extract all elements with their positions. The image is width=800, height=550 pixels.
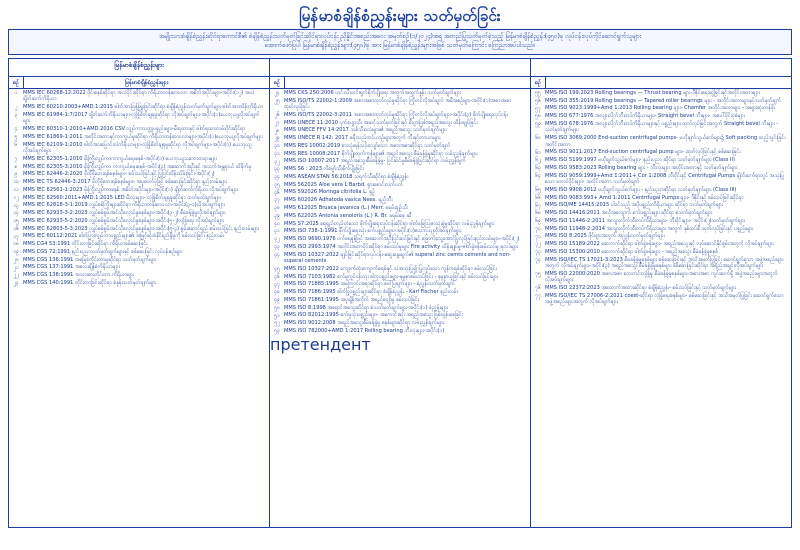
item-text: MMS CGS 140:1991 တိုင်းတာခြင်းဆိုင်ရာ စံနှုန်းသတ်မှတ်ချက်များ bbox=[23, 280, 157, 287]
list-item bbox=[270, 320, 530, 328]
list-item bbox=[9, 272, 269, 280]
notice-block bbox=[8, 29, 792, 55]
item-text: MMS 592026 Moringa citrifolia L. ရှဉ့် bbox=[284, 189, 375, 196]
item-text: MMS ISO 2993:1974 အတိုင်းအတာပိုင်းဆိုင်ရာ စမ်းသပ်မှုများ Fire activity ထိန်းချုပ်မှု-ဓါတ်ခွဲခန်းစမ်းသပ်မှု ရလဒ်များ bbox=[284, 243, 518, 250]
item-text: MMS IEC 62818-3-1:2019 လျှပ်စစ်ကြိုးများဆိုင်ရာ ကိရိယာတန်ဆာပလာ-အပိုင်း(၃-၁)လိုအပ်ချက်များ bbox=[23, 202, 225, 209]
column-3-text-label bbox=[546, 77, 791, 88]
standards-column-3 bbox=[531, 59, 791, 527]
list-item bbox=[270, 97, 530, 111]
item-text: MMS ISO 678:1976 အလျားလိုက်ဘီးတပ်ကိရိယာများနှင့် ပစ္စည်းများ ထုတ်လုပ်ခြင်းအတွက် Straight bevel ဘီးများ - သတ်မှတ်ချက်များ bbox=[545, 120, 779, 134]
column-2-text-label bbox=[285, 77, 530, 88]
item-number: ၁၆ bbox=[13, 225, 19, 232]
list-item bbox=[9, 225, 269, 233]
item-number: ၄၁ bbox=[274, 228, 280, 235]
item-text: MMS UNECE 11:2010 ငှက်ပျောသီး အဆင့်သတ်မှတ်ခြင်းနှင့် စီးပွားဖြစ်အရည်အသွေး ထိန်းချုပ်ခြင်း bbox=[284, 119, 478, 126]
list-item bbox=[270, 273, 530, 281]
item-text: MMS IEC 62933-3-2:2023 လျှပ်စစ်စွမ်းအင်သိုလှောင်မှုစနစ်များ-အပိုင်း(၃-၂) စီမံခန့်ခွဲမှုလိုအပ်ချက်များ bbox=[23, 210, 226, 217]
item-number: ၆၁ bbox=[535, 149, 541, 156]
item-text: MMS IEC 62561-1:2023 မိုးကြိုးလျှပ်ကာစနစ် အစိတ်အပိုင်းများ-အပိုင်း(၁) ချိတ်ဆက်ကိရိယာ လိုအပ်ချက်များ bbox=[23, 186, 238, 193]
item-text: MMS ISO 738-1:1991 စိုက်ပျိုးရေးသုံး စက်ပစ္စည်းများ-အပိုင်း(၁)ယေဘုယျလိုအပ်ချက်များ bbox=[284, 228, 462, 235]
list-item bbox=[270, 142, 530, 150]
list-item bbox=[270, 135, 530, 143]
item-text: MMS ISO 71885:1995 အကြောင်းအရာဆိုင်ရာ ဖေါ်ပြချက်များ - စံညွှန်းသတ်မှတ်ချက် bbox=[284, 281, 455, 288]
list-item bbox=[270, 197, 530, 205]
item-text: MMS IEC 60310-1:2010+AMD.2016 CSV လျှပ်ကာသတ္တုပစ္စည်းများ-မီးရထားနှင့် ဓါတ်ရထားလမ်းပိုင်းဆိုင်ရာ bbox=[23, 126, 246, 133]
list-item bbox=[531, 233, 791, 241]
item-number: ၄ bbox=[14, 126, 18, 133]
item-number: ၁၂ bbox=[13, 194, 19, 201]
item-number: ၆၄ bbox=[535, 172, 541, 179]
item-text: MMS ISO/IEC TS 17021-3:2023 စီမံခန့်ခွဲမှုစနစ်များ စစ်ဆေးခြင်းနှင့် အသိအမှတ်ပြုခြင်း ဆောင်ရွက်သော အဖွဲ့အစည်းများအတွက် လိုအပ်ချက်များ-အပိုင်း(၃) အရည်အသွေး စီမံခန့်ခွဲမှုစနစ်များ စစ်ဆေးခြင်းဆိုင်ရာ အရည်အချင်းလိုအပ်ချက်များ bbox=[545, 256, 784, 270]
notice-line-1: အမျိုးသားစံချိန်စံညွှန်းဆိုင်ရာကောင်စီ၏ စံချိန်စံညွှန်းသတ်မှတ်ခြင်းဆိုင်ရာလုပ်ငန်း ညှိနှိုင်းအစည်းအဝေး အမှတ်စဉ်(၁/၂၀၂၄)အရ အတည်ပြုသတ်မှတ်ခဲ့သည့် မြန်မာစံချိန်စံညွှန်း(၄၅၀)ခု လုပ်ငန်းလုပ်ကိုင်ဆောင်ရွက်သူများ bbox=[158, 33, 642, 41]
list-item bbox=[531, 210, 791, 218]
item-number: ၂၀ bbox=[13, 256, 19, 263]
item-number: ၅၆ bbox=[535, 97, 541, 104]
item-number: ၆၃ bbox=[535, 165, 541, 172]
item-number: ၄၆ bbox=[274, 273, 280, 280]
list-item bbox=[9, 241, 269, 249]
item-text: MMS ISO 9023:1999+Amd 1:2013 Rolling bearing များ- Chamfer အတိုင်းအတာများ - အများဆုံးတန်ဖိုး bbox=[545, 105, 776, 112]
list-item bbox=[270, 228, 530, 236]
item-number: ၂ bbox=[14, 104, 18, 111]
list-item bbox=[531, 285, 791, 293]
item-number: ၅၁ bbox=[274, 312, 280, 319]
list-item bbox=[270, 181, 530, 189]
item-text: MMS ISO 677:1976 အလျားလိုက်ဘီးတပ်ကိရိယာများ- Straight bevel ဘီးများ- အပေါ်ပိုင်းပုံစံများ bbox=[545, 113, 745, 120]
list-item bbox=[9, 256, 269, 264]
standards-column-2 bbox=[270, 59, 531, 527]
item-text: MMS ISO 15189:2022 ဆေးဘက်ဆိုင်ရာ ဓါတ်ခွဲခန်းများ- အရည်အသွေးနှင့် လုပ်ဆောင်နိုင်စွမ်းအတွက် လိုအပ်ချက်များ bbox=[545, 241, 774, 248]
item-text: MMS ISO 10327:2022 ချုပ်ခြင်းဆိုင်ရာလုပ်ငန်း-ဆွေးနွေးချက်၏ superal zinc cemts cements and non-superal cements bbox=[284, 251, 511, 265]
item-text: MMS IEC 62305-3:2010 မိုးကြိုးလျှပ်ကာ ကာကွယ်ရေးစနစ်-အပိုင်း(၃) အဆောက်အဦးနှင့် အသက်အန္တရာယ် ထိခိုက်မှု bbox=[23, 163, 252, 170]
item-number: ၄၅ bbox=[274, 265, 280, 272]
item-text: MMS 622025 Antonia senoloris (L.) R. Br. ခရမ်းစေ့ ဆီ bbox=[284, 212, 412, 219]
list-item bbox=[9, 233, 269, 241]
item-number: ၄၃ bbox=[274, 244, 280, 250]
column-3-items bbox=[531, 89, 791, 306]
list-item bbox=[270, 173, 530, 181]
list-item bbox=[9, 155, 269, 163]
list-item bbox=[9, 248, 269, 256]
item-number: ၂၆ bbox=[274, 111, 280, 118]
item-number: ၃၇ bbox=[274, 197, 280, 204]
list-item bbox=[270, 265, 530, 273]
list-item bbox=[531, 156, 791, 164]
list-item bbox=[531, 149, 791, 157]
column-2-header bbox=[270, 59, 530, 77]
list-item bbox=[270, 243, 530, 251]
item-number: ၆၉ bbox=[535, 218, 541, 225]
item-text: MMS 562025 Aloe vera L Barbd. ရှားစောင်းလက်ပတ် bbox=[284, 181, 404, 188]
item-number: ၂၉ bbox=[274, 135, 280, 142]
list-item bbox=[9, 178, 269, 186]
item-text: MMS CG4 53:1991 တိုင်းတာခြင်းဆိုင်ရာ ကိရိယာစစ်ဆေးခြင်း bbox=[23, 241, 148, 248]
item-text: MMS ISO 199:2023 Rolling bearings — Thrust bearing များ-ဒီဇိုင်းရေးဆွဲခြင်းနှင့်အတိုင်းအတာများ bbox=[545, 89, 760, 96]
item-text: MMS CGS 137:1991 အလေးချိန်စံကိရိယာများ bbox=[23, 264, 120, 271]
item-number: ၅၅ bbox=[535, 90, 541, 96]
item-number: ၇၄ bbox=[535, 256, 541, 263]
item-number: ၂၄ bbox=[274, 90, 280, 96]
item-number: ၃၂ bbox=[274, 158, 280, 165]
list-item bbox=[270, 235, 530, 243]
item-text: MMS ISO 8:1998 အရောင်အသွေးဆိုင်ရာ စံသတ်မှတ်ချက်များ-အပိုင်း(၁) စံညွှန်းများ bbox=[284, 304, 448, 311]
item-text: MMS 612025 Bruaca javanica (L.) Merr. ခရမ်းချဉ်သီး bbox=[284, 204, 409, 211]
list-item bbox=[531, 270, 791, 284]
item-number: ၁၁ bbox=[13, 187, 19, 194]
item-number: ၃၀ bbox=[274, 143, 280, 150]
item-number: ၉ bbox=[14, 171, 18, 178]
item-number: ၁၄ bbox=[13, 210, 19, 217]
item-text: MMS ISO 15300:2010 ဆေးဘက်ဆိုင်ရာ ဓါတ်ခွဲခန်းများ - အရည်အသွေး စီမံခန့်ခွဲမှုစနစ် bbox=[545, 248, 719, 255]
item-text: MMS ISO 10007:2017 အရည်အသွေးစီမံခန့်ခွဲမှု- ပြင်ဆင်မှုစီမံခန့်ခွဲခြင်းဆိုင်ရာ လမ်းညွှန်ချက် bbox=[284, 158, 466, 165]
item-number: ၂၅ bbox=[274, 97, 280, 104]
item-text: MMS ISO 3069:2000 End-suction centrifugal pumps- ဗဟိုချက်သွယ်စက်များ၌ Soft packing ထည့်သွင်းခြင်း အတိုင်းအတာ bbox=[545, 135, 786, 148]
column-1-subheader bbox=[9, 77, 269, 89]
list-item bbox=[270, 158, 530, 166]
item-text: MMS ISO 22372:2023 အထောက်အထားဆိုင်ရာ စံချိန်စံညွှန်း- စမ်းသပ်ခြင်းနှင့် သတ်မှတ်ချက်များ bbox=[545, 285, 737, 292]
notice-line-2: အောက်ဖော်ပြပါ မြန်မာစံချိန်စံညွှန်းများ(၄၅၀)ခု အား မြန်မာစံချိန်စံညွှန်းများအဖြစ် သတ်မှတ်ကြောင်း ကြေညာအပ်ပါသည်။ bbox=[264, 42, 536, 50]
item-text: MMS ISO 782000+AMD 1:2017 Rolling bearing ဘီးလုံးများ-အပိုင်း(၁) bbox=[284, 327, 445, 334]
item-number: ၃၈ bbox=[274, 205, 280, 212]
list-item bbox=[270, 220, 530, 228]
list-item bbox=[270, 312, 530, 320]
column-1-header: မြန်မာစံချိန်စံညွှန်းများ bbox=[9, 59, 269, 77]
list-item bbox=[270, 327, 530, 335]
list-item bbox=[531, 292, 791, 306]
list-item bbox=[9, 279, 269, 287]
list-item bbox=[270, 212, 530, 220]
item-number: ၇၅ bbox=[535, 271, 541, 278]
item-number: ၂၈ bbox=[274, 127, 280, 134]
item-text: MMS RES 10008:2017 စိုက်ပျိုးထုတ်ကုန်များ၏ အရည်အသွေး စီမံခန့်ခွဲမှုဆိုင်ရာ လမ်းညွှန်ချက်များ bbox=[284, 150, 478, 157]
item-text: MMS CKS 250:2006 ဟင်းသီးဟင်းရွက်စိုက်ပျိုးရေး အတွက်အထွက်နှုန်း သတ်မှတ်ချက်များ bbox=[284, 89, 461, 96]
list-item bbox=[9, 210, 269, 218]
list-item bbox=[270, 204, 530, 212]
item-text: MMS ISO 9690:1976 ဝက်ရေမှုန့်ဖြင့် အဆောက်အဦးပြင်ဆင်ခြင်းနှင့် ခြောက်သွေ့အောင်ပြုလုပ်ခြင်းနည်းလမ်းများ-အပိုင်း(၂) bbox=[284, 236, 520, 243]
item-text: MMS ISO 7103:1982 စက်မှုလုပ်ငန်းသုံး ဓါတုပစ္စည်းများ-နမူနာစမ်းသပ်ခြင်း - နမူနာယူခြင်းနှင့် စမ်းသပ်ခြင်းများ bbox=[284, 273, 499, 280]
list-item bbox=[9, 171, 269, 179]
list-item bbox=[270, 251, 530, 265]
item-text: MMS ISO 10327:2022 ကျောက်တုံးကျောက်စရစ်နှင့် သဲအသုံးပြု၍ ပြုလုပ်သော ကွန်ကရစ်ဆိုင်ရာ စမ်းသပ်ခြင်း bbox=[284, 265, 497, 272]
item-text: MMS ISO 7186:1995 ဓါတ်ပြုပစ္စည်းများဆိုင်ရာ စံချိန်စံညွှန်း - Karl Fischer နည်းလမ်း bbox=[284, 289, 459, 296]
item-text: MMS IEC 62446-2:2020 ဖိုတိုဗို့တေးရစ်စနစ်များ- စမ်းသပ်ခြင်းနှင့် ပြုပြင်ထိန်းသိမ်းခြင်း-အပိုင်း(၂) bbox=[23, 171, 215, 178]
item-number: ၅၈ bbox=[535, 113, 541, 120]
list-item bbox=[531, 241, 791, 249]
list-item bbox=[531, 202, 791, 210]
item-text: MMS CGS 136:1991 အခြေခံတိုင်းတာမှုဆိုင်ရာ သတ်မှတ်ချက်များ bbox=[23, 256, 157, 263]
item-text: MMS ISO 8:2025 ဖိုင်များအတွက် အညွှန်းသတ်မှတ်ချက်များ bbox=[545, 233, 665, 240]
page-title: မြန်မာစံချိန်စံညွှန်းများ သတ်မှတ်ခြင်း bbox=[299, 7, 501, 25]
item-text: MMS CGS 72:1991 နည်းပညာသတ်မှတ်ချက်များနှင့် စစ်ဆေးခြင်း လုပ်ငန်းစဉ်များ bbox=[23, 248, 183, 255]
item-text: MMS ISO 22000:2020 အစားအစာ ဘေးကင်းလုံခြုံမှု စီမံခန့်ခွဲမှုစနစ်များ-အစားအစာ ကွင်းဆက်ရှိ အဖွဲ့အစည်းများအတွက် လိုအပ်ချက်များ bbox=[545, 270, 778, 284]
column-3-header bbox=[531, 59, 791, 77]
column-1-items bbox=[9, 89, 269, 287]
item-number: ၂၂ bbox=[13, 272, 19, 279]
item-number: ၆၇ bbox=[535, 202, 541, 209]
item-number: ၃၃ bbox=[274, 166, 280, 173]
list-item bbox=[270, 189, 530, 197]
item-text: MMS IEC 60210:2003+AMD.1:2015 ဓါတ်အားဖြန့်ဖြူးခြင်းဆိုင်ရာ စံချိန်စံညွှန်းသတ်မှတ်ချက်များ-ဓါတ်အားထိန်းကိရိယာ bbox=[23, 104, 264, 111]
list-item bbox=[531, 256, 791, 270]
item-number: ၁၉ bbox=[13, 249, 19, 256]
list-item bbox=[531, 89, 791, 97]
item-text: MMS ISO 82012:1995 စက်မှုသုံးပစ္စည်းများ- အကောင်းဆုံး အရည်အသွေး ဖြစ်ထွန်းစေခြင်း bbox=[284, 312, 464, 319]
item-text: MMS IEC 62933-5-2:2020 လျှပ်စစ်စွမ်းအင်သိုလှောင်မှုစနစ်များ-အပိုင်း(၅-၂)လုံခြုံရေး လိုအပ်ချက်များ bbox=[23, 217, 224, 224]
item-number: ၅၉ bbox=[535, 121, 541, 128]
list-item bbox=[270, 111, 530, 119]
item-text: MMS IEC 61869-1:2011 အတိုင်းအတာနှင့်ကာကွယ်မှုဆိုင်ရာ ကိရိယာတန်ဆာပလာများ-အပိုင်း(၁)ယေဘုယျလိုအပ်ချက်များ bbox=[23, 133, 263, 140]
column-2-items: ၂၄ MMS CKS 250:2006 ဟင်းသီးဟင်းရွက်စိုက်ပျိုးရေး အတွက်အထွက်နှုန်း သတ်မှတ်ချက်များ ၂၅ MMS ISO/TS 22002-1:2009 အစားအစာထုတ်လုပ်မှုဆိုင်ရာ ကြိုတင်လိုအပ်ချက် အစီအစဉ်များ-အပိုင်း(၁)အစားအစာထုတ်လုပ်ခြင်း ၂၆ MMS ISO/TS 22002-3:2011 အစားအစာထုတ်လုပ်မှုဆိုင်ရာ ကြိုတင်လိုအပ်ချက်များ-အပိုင်း(၃) စိုက်ပျိုးရေးလုပ်ငန်း ၂၇ MMS UNECE 11:2010 ငှက်ပျောသီး အဆင့်သတ်မှတ်ခြင်းနှင့် စီးပွားဖြစ်အရည်အသွေး ထိန်းချုပ်ခြင်း ၂၈ MMS UNECE FFV 14:2017 သစ်သီးဝလံများ၏ အရည်အသွေး သတ်မှတ်ချက်များ ၂၉ MMS UNECE R 142: 2017 ခရီးသည်တင်ယာဉ်များအတွက် ဘီးနှင့်တာယာများ ၃၀ MMS RES 10002:2019 စားသုံးရန်သင့်လျော်သော အစားအစာဆိုင်ရာ သတ်မှတ်ချက် ၃၁ MMS RES 10008:2017 စိုက်ပျိုးထုတ်ကုန်များ၏ အရည်အသွေး စီမံခန့်ခွဲမှုဆိုင်ရာ လမ်းညွှန်ချက်များ ၃၂ MMS ISO 10007:2017 အရည်အသွေးစီမံခန့်ခွဲမှု- ပြင်ဆင်မှုစီမံခန့်ခွဲခြင်းဆိုင်ရာ လမ်းညွှန်ချက် ၃၃ MMS S6 : 2023 လိမ္မော်သီးစိုက်ပျိုးခြင်း ၃၄ MMS ASEAN STAN 56:2018 သရက်သီးဆိုင်ရာ စံချိန်စံညွှန်း ၃၅ MMS 562025 Aloe vera L Barbd. ရှားစောင်းလက်ပတ် ၃၆ MMS 592026 Moringa citrifolia L. ရှဉ့် ၃၇ MMS 602026 Adhatoda vasica Nees. မှည့်ဘီး ၃၈ MMS 612025 Bruaca javanica (L.) Merr. ခရမ်းချဉ်သီး ၃၉ MMS 622025 Antonia senoloris (L.) R. Br. ခရမ်းစေ့ ဆီ ၄၀ MMS S7:2025 ရေရှည်တည်တံ့သော စိုက်ပျိုးရေးလုပ်ငန်းဆိုင်ရာ ဓါတ်မြေသြဇာသုံးစွဲမှုဆိုင်ရာ လမ်းညွှန်ချက်များ ၄၁ MMS ISO 738-1:1991 စိုက်ပျိုးရေးသုံး စက်ပစ္စည်းများ-အပိုင်း(၁)ယေဘုယျလိုအပ်ချက်များ ၄၂ MMS ISO 9690:1976 ဝက်ရေမှုန့်ဖြင့် အဆောက်အဦးပြင်ဆင်ခြင်းနှင့် ခြောက်သွေ့အောင်ပြုလုပ်ခြင်းနည်းလမ်းများ-အပိုင်း(၂) ၄၃ MMS ISO 2993:1974 အတိုင်းအတာပိုင်းဆိုင်ရာ စမ်းသပ်မှုများ Fire activity ထိန်းချုပ်မှု-ဓါတ်ခွဲခန်းစမ်းသပ်မှု ရလဒ်များ ၄၄ MMS ISO 10327:2022 ချုပ်ခြင်းဆိုင်ရာလုပ်ငန်း-ဆွေးနွေးချက်၏ superal zinc cemts cements and non-superal cements ၄၅ MMS ISO 10327:2022 ကျောက်တုံးကျောက်စရစ်နှင့် သဲအသုံးပြု၍ ပြုလုပ်သော ကွန်ကရစ်ဆိုင်ရာ စမ်းသပ်ခြင်း ၄၆ MMS ISO 7103:1982 စက်မှုလုပ်ငန်းသုံး ဓါတုပစ္စည်းများ-နမူနာစမ်းသပ်ခြင်း - နမူနာယူခြင်းနှင့် စမ်းသပ်ခြင်းများ ၄၇ MMS ISO 71885:1995 အကြောင်းအရာဆိုင်ရာ ဖေါ်ပြချက်များ - စံညွှန်းသတ်မှတ်ချက် ၄၈ MMS ISO 7186:1995 ဓါတ်ပြုပစ္စည်းများဆိုင်ရာ စံချိန်စံညွှန်း - Karl Fischer နည်းလမ်း ၄၉ MMS ISO 71861:1995 အပူချိန်အလိုက် အရည်ပျော်မှု စမ်းသပ်ခြင်း ၅၀ MMS ISO 8:1998 အရောင်အသွေးဆိုင်ရာ စံသတ်မှတ်ချက်များ-အပိုင်း(၁) စံညွှန်းများ ၅၁ MMS ISO 82012:1995 စက်မှုသုံးပစ္စည်းများ- အကောင်းဆုံး အရည်အသွေး ဖြစ်ထွန်းစေခြင်း ၅၂ MMS ISO 9012:2008 အရည်အသွေးစီမံခန့်ခွဲမှု စနစ်များဆိုင်ရာ လမ်းညွှန်ချက်များ ၅၃ MMS ISO 782000+AMD 1:2017 Rolling bearing ဘီးလုံးများ-အပိုင်း(၁) претендент bbox=[270, 89, 530, 354]
item-text: MMS ISO 11446-2:2011 အလျားလိုက်ဘီးတပ်ကိရိယာများ- ဘီးဝိုင်းများ- အပိုင်း(၂)သတ်မှတ်ချက်များ bbox=[545, 217, 745, 224]
item-number: ၇၀ bbox=[535, 225, 541, 232]
item-number: ၁၃ bbox=[13, 202, 19, 209]
item-number: ၅၂ bbox=[274, 320, 280, 327]
item-number: ၆၂ bbox=[535, 157, 541, 164]
column-2-num-label: စဉ် bbox=[270, 77, 285, 88]
item-number: ၅၀ bbox=[274, 304, 280, 311]
standards-column-1 bbox=[9, 59, 270, 527]
item-text: MMS IEC 62109-1:2010 ဓါတ်အားပြောင်းလဲကိရိယာများ-လုံခြုံစိတ်ချရမှုဆိုင်ရာ လိုအပ်ချက်များ-အပိုင်း(၁) ယေဘုယျလိုအပ်ချက်များ bbox=[23, 141, 252, 155]
list-item bbox=[531, 194, 791, 202]
item-text: MMS ISO 9012:2008 အရည်အသွေးစီမံခန့်ခွဲမှု စနစ်များဆိုင်ရာ လမ်းညွှန်ချက်များ bbox=[284, 320, 445, 327]
item-number: ၃၆ bbox=[274, 189, 280, 196]
list-item bbox=[531, 105, 791, 113]
item-text: MMS ISO 9059:1999+Amd 1:2011+ Cor 1:2008 ဘီးဝိုင်းနှင့် Centrifugal Pumps ချိတ်ဆက်ရာတွင် အသုံးပြုသော ဘောင်ပိုင်းများ- အတိုင်းအတာ သတ်မှတ်ချက် bbox=[545, 172, 785, 186]
item-text: MMS IEC 62305-1:2010 မိုးကြိုးလျှပ်ကာကာကွယ်ရေးစနစ်-အပိုင်း(၁) ယေဘုယျသဘောတရားများ bbox=[23, 155, 217, 162]
item-text: MMS IEC 61984-1:7/2017 ချိတ်ဆက်ကိရိယာများ-လုံခြုံစိတ်ချရမှုဆိုင်ရာ လိုအပ်ချက်များ-အပိုင်း(၁)ယေဘုယျလိုအပ်ချက်များ bbox=[23, 111, 260, 125]
item-number: ၇၂ bbox=[535, 241, 541, 248]
list-item bbox=[9, 133, 269, 141]
item-number: ၃ bbox=[14, 111, 18, 118]
item-text: MMS ISO 9583:2023 Rolling bearing များ - ဘီးလုံးများ အတိုင်းအတာနှင့် သတ်မှတ်ချက်များ bbox=[545, 164, 738, 171]
item-number: ၁၈ bbox=[13, 241, 19, 248]
item-number: ၈ bbox=[14, 163, 18, 170]
item-text: MMS CGS 138:1991 အသားစားတိုင်းတာ ကိရိယာများ bbox=[23, 272, 135, 279]
list-item bbox=[9, 125, 269, 133]
item-number: ၆၀ bbox=[535, 135, 541, 142]
item-number: ၄၂ bbox=[274, 236, 280, 243]
list-item bbox=[9, 111, 269, 125]
item-number: ၆၆ bbox=[535, 194, 541, 201]
item-number: ၁၀ bbox=[13, 179, 19, 186]
item-number: ၁၇ bbox=[13, 233, 19, 240]
column-1-num-label: စဉ် bbox=[9, 77, 24, 88]
item-number: ၂၃ bbox=[13, 280, 19, 287]
item-number: ၁ bbox=[14, 90, 18, 96]
item-number: ၃၁ bbox=[274, 150, 280, 157]
list-item bbox=[9, 202, 269, 210]
item-number: ၆၅ bbox=[535, 187, 541, 194]
standards-table bbox=[8, 58, 792, 528]
item-text: MMS ISO 9908:2012 ဗဟိုချက်သွယ်စက်များ - နည်းပညာဆိုင်ရာ သတ်မှတ်ချက်များ (Class III) bbox=[545, 186, 737, 193]
item-number: ၇၇ bbox=[535, 293, 541, 300]
item-number: ၂၇ bbox=[274, 119, 280, 126]
list-item bbox=[531, 186, 791, 194]
item-number: ၅၃ bbox=[274, 328, 280, 335]
list-item bbox=[270, 289, 530, 297]
item-number: ၂၁ bbox=[13, 264, 19, 271]
item-number: ၃၄ bbox=[274, 174, 280, 181]
item-number: ၄၀ bbox=[274, 220, 280, 227]
item-text: MMS 602026 Adhatoda vasica Nees. မှည့်ဘီး bbox=[284, 197, 393, 204]
item-text: MMS IEC 60112:2021 ဓါတ်ပြားလျှပ်ကာပစ္စည်းများ၏ အမြင့်ဆုံးခံနိုင်ရည်ရှိမှုကို စမ်းသပ်ခြင်း နည်းလမ်း bbox=[23, 233, 225, 240]
item-text: MMS ISO/ME 14415:2015 ပါဝင်သည့် အပိုပစ္စည်းကိရိယာများ ဆိုင်ရာ သတ်မှတ်ချက်များ bbox=[545, 202, 723, 209]
item-number: ၇ bbox=[14, 155, 18, 162]
item-number: ၇၃ bbox=[535, 249, 541, 256]
item-text: MMS ISO 14416:2011 အလိုအလျောက် စက်ပစ္စည်းများ ဆိုင်ရာ စံသတ်မှတ်ချက်များ bbox=[545, 210, 713, 217]
item-number: ၃၉ bbox=[274, 212, 280, 219]
list-item bbox=[531, 164, 791, 172]
list-item bbox=[9, 89, 269, 103]
item-text: MMS UNECE FFV 14:2017 သစ်သီးဝလံများ၏ အရည်အသွေး သတ်မှတ်ချက်များ bbox=[284, 127, 447, 134]
column-3-num-label: စဉ် bbox=[531, 77, 546, 88]
item-number: ၅၇ bbox=[535, 105, 541, 112]
item-text: MMS ISO 5199:1997 ဗဟိုချက်သွယ်စက်များ- နည်းပညာ ဆိုင်ရာ သတ်မှတ်ချက်များ (Class II) bbox=[545, 157, 736, 164]
item-text: MMS ISO 9011:2017 End-suction centrifugal pump များ- ထုတ်လုပ်ခြင်းနှင့် စစ်ဆေးခြင်း bbox=[545, 149, 741, 156]
item-number: ၁၅ bbox=[13, 218, 19, 225]
item-number: ၇၆ bbox=[535, 285, 541, 292]
item-number: ၄၈ bbox=[274, 289, 280, 296]
item-number: ၇၁ bbox=[535, 233, 541, 240]
item-text: MMS ISO/TS 22002-3:2011 အစားအစာထုတ်လုပ်မှုဆိုင်ရာ ကြိုတင်လိုအပ်ချက်များ-အပိုင်း(၃) စိုက်ပျိုးရေးလုပ်ငန်း bbox=[284, 111, 508, 118]
list-item bbox=[531, 135, 791, 149]
item-text: MMS IEC TS 62446-3:2017 ဖိုတိုဗို့တေးရစ်စနစ်များ- အပူဓာတ်ပုံဖြင့် စစ်ဆေးခြင်းဆိုင်ရာ နည်းလမ်းများ bbox=[23, 179, 227, 186]
list-item bbox=[270, 296, 530, 304]
list-item bbox=[9, 186, 269, 194]
item-number: ၅ bbox=[14, 133, 18, 140]
item-text: MMS S6 : 2023 လိမ္မော်သီးစိုက်ပျိုးခြင်း bbox=[284, 166, 364, 173]
list-item bbox=[270, 89, 530, 97]
column-1-text-label: မြန်မာစံချိန်စံညွှန်းများ bbox=[124, 80, 169, 87]
column-2-subheader bbox=[270, 77, 530, 89]
item-text: MMS ISO/TS 22002-1:2009 အစားအစာထုတ်လုပ်မှုဆိုင်ရာ ကြိုတင်လိုအပ်ချက် အစီအစဉ်များ-အပိုင်း(၁)အစားအစာထုတ်လုပ်ခြင်း bbox=[284, 97, 512, 111]
item-text: MMS ISO 9083:993+ Amd 1:2011 Centrifugal Pumps များ- ဒီဇိုင်းနှင့် စမ်းသပ်ခြင်းဆိုင်ရာ bbox=[545, 194, 744, 201]
list-item bbox=[531, 248, 791, 256]
column-3-subheader bbox=[531, 77, 791, 89]
item-text: MMS S7:2025 ရေရှည်တည်တံ့သော စိုက်ပျိုးရေးလုပ်ငန်းဆိုင်ရာ ဓါတ်မြေသြဇာသုံးစွဲမှုဆိုင်ရာ လမ်းညွှန်ချက်များ bbox=[284, 220, 495, 227]
item-text: MMS ISO 355:2019 Rolling bearings — Tapered roller bearings များ - အတိုင်းအတာများနှင့်သတ်မှတ်ချက် bbox=[545, 97, 782, 104]
list-item bbox=[9, 163, 269, 171]
item-number: ၄၉ bbox=[274, 297, 280, 304]
list-item bbox=[270, 127, 530, 135]
item-number: ၃၅ bbox=[274, 181, 280, 188]
list-item bbox=[9, 141, 269, 155]
list-item bbox=[270, 281, 530, 289]
list-item bbox=[9, 217, 269, 225]
list-item bbox=[531, 225, 791, 233]
list-item bbox=[531, 120, 791, 134]
list-item bbox=[9, 103, 269, 111]
list-item bbox=[531, 97, 791, 105]
item-number: ၄၇ bbox=[274, 281, 280, 288]
item-number: ၆၈ bbox=[535, 210, 541, 217]
list-item bbox=[531, 217, 791, 225]
list-item bbox=[270, 150, 530, 158]
list-item bbox=[270, 119, 530, 127]
item-text: MMS ISO 71861:1995 အပူချိန်အလိုက် အရည်ပျော်မှု စမ်းသပ်ခြင်း bbox=[284, 296, 419, 303]
list-item bbox=[270, 166, 530, 174]
item-text: MMS RES 10002:2019 စားသုံးရန်သင့်လျော်သော အစားအစာဆိုင်ရာ သတ်မှတ်ချက် bbox=[284, 142, 451, 149]
list-item bbox=[9, 194, 269, 202]
item-number: ၄၄ bbox=[274, 251, 280, 258]
item-text: MMS IEC 60268-12:2022 ဖိုင်းစနစ်ဆိုင်ရာ အသံပိုင်းဆိုင်ရာ ကိရိယာတန်ဆာပလာ အစိတ်အပိုင်းများ-အပိုင်း(၁၂) အသံချိတ်ဆက်ကိရိယာ bbox=[23, 89, 255, 103]
item-text: MMS ASEAN STAN 56:2018 သရက်သီးဆိုင်ရာ စံချိန်စံညွှန်း bbox=[284, 173, 409, 180]
item-text: MMS UNECE R 142: 2017 ခရီးသည်တင်ယာဉ်များအတွက် ဘီးနှင့်တာယာများ bbox=[284, 135, 441, 142]
item-text: MMS ISO/IEC TS 27006-2:2021 coest-ဆိုင်ရာ လုံခြုံရေးစနစ်များ- စစ်ဆေးခြင်းနှင့် အသိအမှတ်ပြုခြင်း ဆောင်ရွက်သောအဖွဲ့အစည်းများအတွက် လိုအပ်ချက်များ bbox=[545, 292, 784, 306]
item-text: MMS IEC 62803-5-3:2023 လျှပ်စစ်စွမ်းအင်သိုလှောင်မှုစနစ်များ-အပိုင်း(၅-၃) စွမ်းဆောင်ရည် စမ်းသပ်ခြင်း နည်းလမ်းများ bbox=[23, 225, 259, 232]
item-text: MMS ISO 11948-2:2014 အလျားလိုက်ဘီးတပ်ကိရိယာများ အတွက် နှစ်ထပ်စီ ထုတ်လုပ်ခြင်းနှင့် ပစ္စည်းများ bbox=[545, 225, 754, 232]
item-text: MMS IEC 62560:2011+AMD.1:2015 LED မီးလုံးများ- လုံခြုံစိတ်ချရမှုဆိုင်ရာ သတ်မှတ်ချက်များ bbox=[23, 194, 221, 201]
list-item bbox=[270, 304, 530, 312]
list-item bbox=[531, 113, 791, 121]
list-item bbox=[9, 264, 269, 272]
list-item bbox=[531, 172, 791, 186]
item-number: ၆ bbox=[14, 141, 18, 148]
